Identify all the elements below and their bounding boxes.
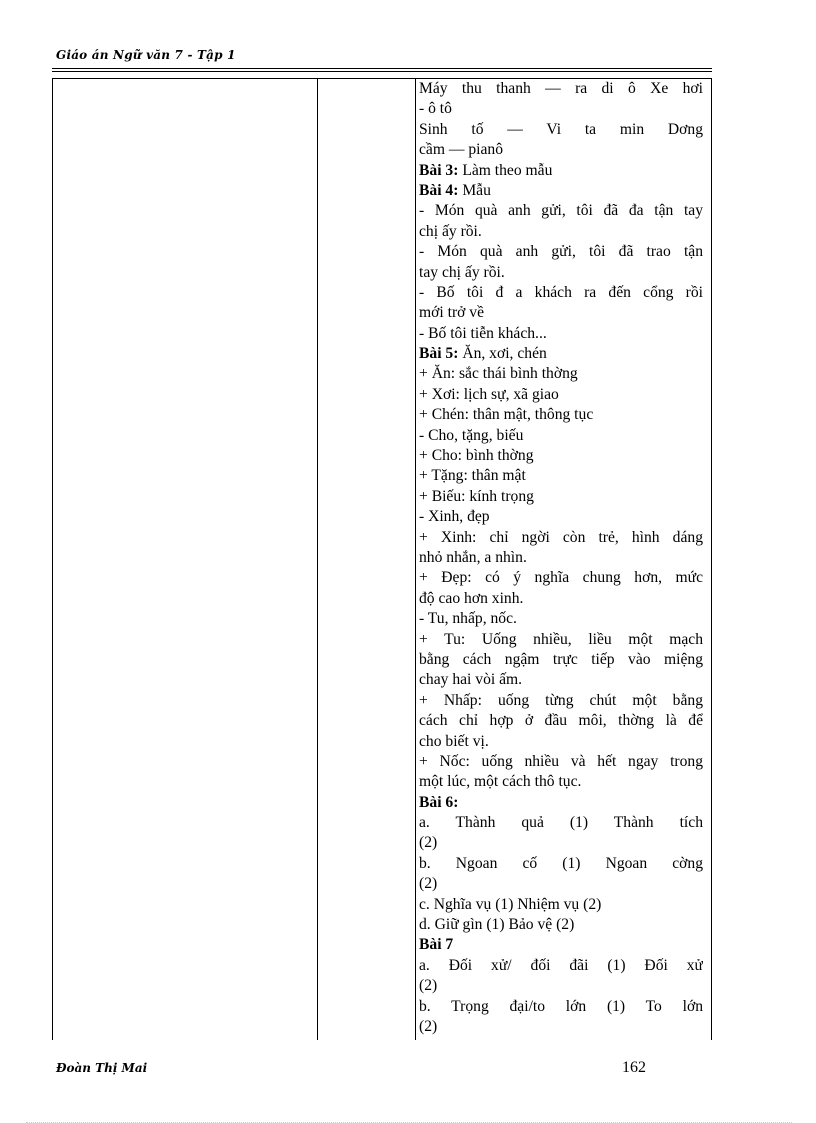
- line-text: + Nhấp: uống từng chút một bằng: [419, 691, 703, 709]
- line-text: chị ấy rồi.: [419, 222, 482, 240]
- exercise-label: Bài 6:: [419, 793, 459, 811]
- table-column-divider-1: [317, 78, 318, 1040]
- line-text: mới trở về: [419, 304, 484, 322]
- line-text: Mẫu: [458, 181, 491, 199]
- text-line: [419, 385, 703, 405]
- text-line: [419, 324, 703, 344]
- line-text: (2): [419, 834, 438, 852]
- text-line: [419, 568, 703, 588]
- text-line: [419, 405, 703, 425]
- text-line: [419, 140, 703, 160]
- line-text: Làm theo mẫu: [458, 161, 553, 179]
- exercise-heading-line: [419, 935, 703, 955]
- text-line: [419, 548, 703, 568]
- text-line: [419, 79, 703, 99]
- line-text: Máy thu thanh — ra di ô Xe hơi: [419, 80, 703, 97]
- header-rule-bottom: [52, 71, 712, 72]
- text-line: [419, 630, 703, 650]
- text-line: [419, 895, 703, 915]
- line-text: + Tu: Uống nhiều, liều một mạch: [419, 630, 703, 648]
- text-line: [419, 426, 703, 446]
- header-title: Giáo án Ngữ văn 7 - Tập 1: [56, 48, 236, 62]
- line-text: d. Giữ gìn (1) Bảo vệ (2): [419, 916, 575, 934]
- line-text: Ăn, xơi, chén: [458, 345, 547, 363]
- exercise-heading-line: [419, 793, 703, 813]
- line-text: một lúc, một cách thô tục.: [419, 773, 582, 791]
- line-text: Sinh tố — Vi ta min Dơng: [419, 120, 703, 138]
- line-text: + Xinh: chỉ ngời còn trẻ, hình dáng: [419, 528, 703, 546]
- line-text: - ô tô: [419, 100, 452, 118]
- line-text: - Cho, tặng, biếu: [419, 426, 524, 444]
- text-line: [419, 732, 703, 752]
- line-text: + Đẹp: có ý nghĩa chung hơn, mức: [419, 569, 703, 587]
- text-line: [419, 364, 703, 384]
- line-text: - Bố tôi đ a khách ra đến cổng rồi: [419, 283, 703, 301]
- line-text: - Xinh, đẹp: [419, 508, 490, 526]
- text-line: [419, 854, 703, 874]
- exercise-label: Bài 5:: [419, 345, 459, 363]
- line-text: nhỏ nhắn, a nhìn.: [419, 548, 527, 566]
- line-text: chay hai vòi ấm.: [419, 671, 523, 689]
- text-line: [419, 487, 703, 507]
- text-line: [419, 813, 703, 833]
- text-line: [419, 650, 703, 670]
- text-line: [419, 589, 703, 609]
- text-line: [419, 833, 703, 853]
- text-line: [419, 976, 703, 996]
- line-text: (2): [419, 977, 438, 995]
- footer-author: Đoàn Thị Mai: [56, 1061, 148, 1075]
- text-line: [419, 222, 703, 242]
- exercise-label: Bài 7: [419, 936, 454, 954]
- line-text: (2): [419, 1017, 438, 1035]
- text-line: [419, 915, 703, 935]
- text-line: [419, 609, 703, 629]
- table-border-right: [711, 78, 712, 1040]
- text-line: [419, 772, 703, 792]
- text-line: [419, 303, 703, 323]
- text-line: [419, 997, 703, 1017]
- exercise-heading-line: [419, 344, 703, 364]
- text-line: [419, 120, 703, 140]
- line-text: độ cao hơn xinh.: [419, 589, 524, 607]
- text-line: [419, 263, 703, 283]
- line-text: + Cho: bình thờng: [419, 447, 534, 465]
- text-line: [419, 874, 703, 894]
- line-text: b. Trọng đại/to lớn (1) To lớn: [419, 997, 703, 1015]
- text-line: [419, 283, 703, 303]
- table-border-left: [52, 78, 53, 1040]
- header-rule-top: [52, 68, 712, 69]
- exercise-heading-line: [419, 161, 703, 181]
- line-text: a. Thành quả (1) Thành tích: [419, 814, 703, 832]
- line-text: + Biếu: kính trọng: [419, 487, 534, 505]
- page-number: 162: [622, 1059, 646, 1076]
- text-line: [419, 670, 703, 690]
- text-line: [419, 507, 703, 527]
- line-text: - Món quà anh gửi, tôi đã trao tận: [419, 243, 703, 261]
- text-line: [419, 242, 703, 262]
- text-line: [419, 466, 703, 486]
- text-line: [419, 446, 703, 466]
- line-text: + Nốc: uống nhiều và hết ngay trong: [419, 752, 703, 770]
- text-line: [419, 752, 703, 772]
- text-line: [419, 201, 703, 221]
- line-text: bằng cách ngậm trực tiếp vào miệng: [419, 650, 703, 668]
- line-text: (2): [419, 875, 438, 893]
- table-cell-content: [419, 79, 703, 1037]
- line-text: - Bố tôi tiễn khách...: [419, 324, 547, 342]
- line-text: - Món quà anh gửi, tôi đã đa tận tay: [419, 202, 703, 220]
- line-text: - Tu, nhấp, nốc.: [419, 610, 517, 628]
- text-line: [419, 711, 703, 731]
- line-text: c. Nghĩa vụ (1) Nhiệm vụ (2): [419, 895, 602, 913]
- line-text: cách chỉ hợp ở đầu môi, thờng là để: [419, 712, 703, 730]
- line-text: + Chén: thân mật, thông tục: [419, 406, 594, 424]
- line-text: tay chị ấy rồi.: [419, 263, 505, 281]
- text-line: [419, 1017, 703, 1037]
- line-text: a. Đối xử/ đối đãi (1) Đối xử: [419, 956, 703, 974]
- line-text: b. Ngoan cố (1) Ngoan cờng: [419, 854, 703, 872]
- text-line: [419, 99, 703, 119]
- exercise-heading-line: [419, 181, 703, 201]
- line-text: cầm — pianô: [419, 141, 504, 159]
- exercise-label: Bài 3:: [419, 161, 459, 179]
- line-text: + Tặng: thân mật: [419, 467, 526, 485]
- exercise-label: Bài 4:: [419, 181, 459, 199]
- table-column-divider-2: [415, 78, 416, 1040]
- line-text: cho biết vị.: [419, 732, 489, 750]
- line-text: + Xơi: lịch sự, xã giao: [419, 385, 559, 403]
- text-line: [419, 691, 703, 711]
- text-line: [419, 956, 703, 976]
- text-line: [419, 528, 703, 548]
- line-text: + Ăn: sắc thái bình thờng: [419, 365, 578, 383]
